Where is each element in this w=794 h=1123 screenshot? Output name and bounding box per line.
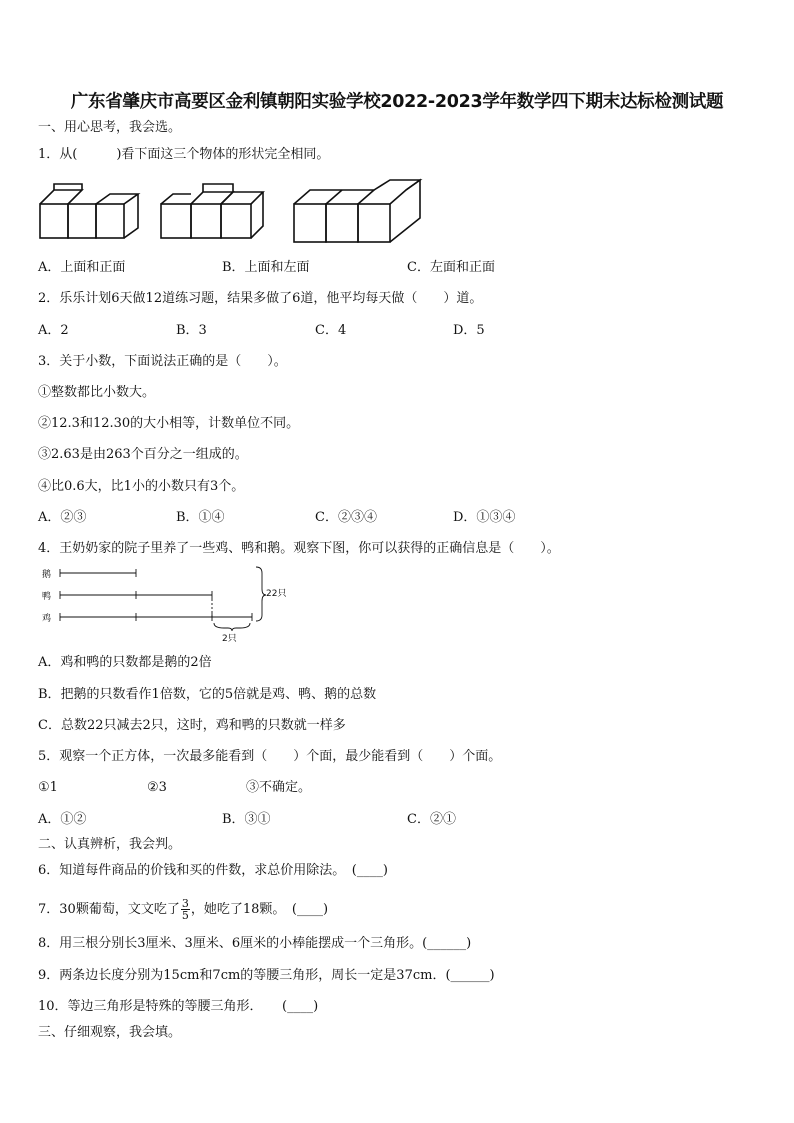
q5-option-a[interactable]: A．①② [38,812,87,827]
q3-statement-2: ②12.3和12.30的大小相等，计数单位不同。 [38,416,300,431]
q3-statement-3: ③2.63是由263个百分之一组成的。 [38,447,248,462]
q5-option-c[interactable]: C．②① [407,812,456,827]
q3-option-d[interactable]: D．①③④ [453,510,516,525]
diagram-label-chicken: 鸡 [42,614,52,624]
section-3-heading: 三、仔细观察，我会填。 [38,1025,182,1040]
q3-option-b[interactable]: B．①④ [176,510,225,525]
q4-option-b[interactable]: B．把鹅的只数看作1倍数，它的5倍就是鸡、鸭、鹅的总数 [38,687,377,702]
q7-fraction-denominator: 5 [181,909,189,922]
q5-choice-2: ②3 [147,780,167,795]
q4-option-c[interactable]: C．总数22只减去2只，这时，鸡和鸭的只数就一样多 [38,718,346,733]
segment-diagram [38,563,308,645]
diagram-label-goose: 鹅 [42,570,52,580]
q5-choice-1: ①1 [38,780,58,795]
cube-figure-3 [292,178,422,244]
question-5: 5．观察一个正方体，一次最多能看到（ ）个面，最少能看到（ ）个面。 [38,749,502,764]
q5-choice-3: ③不确定。 [246,780,312,795]
question-10: 10．等边三角形是特殊的等腰三角形． (____) [38,999,319,1014]
section-1-heading: 一、用心思考，我会选。 [38,120,182,135]
q7-text-after: ，她吃了18颗。 (____) [190,902,329,917]
q1-option-c[interactable]: C．左面和正面 [407,260,495,275]
q7-fraction-numerator: 3 [181,897,189,910]
q2-option-c[interactable]: C．4 [315,323,347,338]
diagram-total-label: 22只 [266,589,287,599]
q4-option-a[interactable]: A．鸡和鸭的只数都是鹅的2倍 [38,655,212,670]
diagram-label-duck: 鸭 [42,592,52,602]
q7-text-before: 7．30颗葡萄，文文吃了 [38,902,180,917]
page-title: 广东省肇庆市高要区金利镇朝阳实验学校2022-2023学年数学四下期末达标检测试题 [70,92,724,112]
q2-option-b[interactable]: B．3 [176,323,207,338]
question-8: 8．用三根分别长3厘米、3厘米、6厘米的小棒能摆成一个三角形。(______) [38,936,472,951]
q3-statement-1: ①整数都比小数大。 [38,385,156,400]
q3-option-c[interactable]: C．②③④ [315,510,377,525]
question-3: 3．关于小数，下面说法正确的是（ ）。 [38,354,287,369]
question-7 [38,898,328,922]
section-2-heading: 二、认真辨析，我会判。 [38,837,182,852]
cube-figure-2 [161,184,265,240]
question-9: 9．两条边长度分别为15cm和7cm的等腰三角形，周长一定是37cm．(______) [38,968,495,983]
cube-figure-1 [38,184,138,240]
question-1: 1．从( )看下面这三个物体的形状完全相同。 [38,147,330,162]
question-6: 6．知道每件商品的价钱和买的件数，求总价用除法。 (____) [38,863,388,878]
q3-statement-4: ④比0.6大，比1小的小数只有3个。 [38,479,245,494]
q1-option-a[interactable]: A．上面和正面 [38,260,126,275]
q3-option-a[interactable]: A．②③ [38,510,87,525]
q1-option-b[interactable]: B．上面和左面 [222,260,310,275]
q2-option-d[interactable]: D．5 [453,323,485,338]
q5-option-b[interactable]: B．③① [222,812,271,827]
question-2: 2．乐乐计划6天做12道练习题，结果多做了6道，他平均每天做（ ）道。 [38,291,483,306]
question-4: 4．王奶奶家的院子里养了一些鸡、鸭和鹅。观察下图，你可以获得的正确信息是（ ）。 [38,541,560,556]
q2-option-a[interactable]: A．2 [38,323,69,338]
diagram-diff-label: 2只 [222,634,237,644]
q7-fraction [181,898,190,921]
